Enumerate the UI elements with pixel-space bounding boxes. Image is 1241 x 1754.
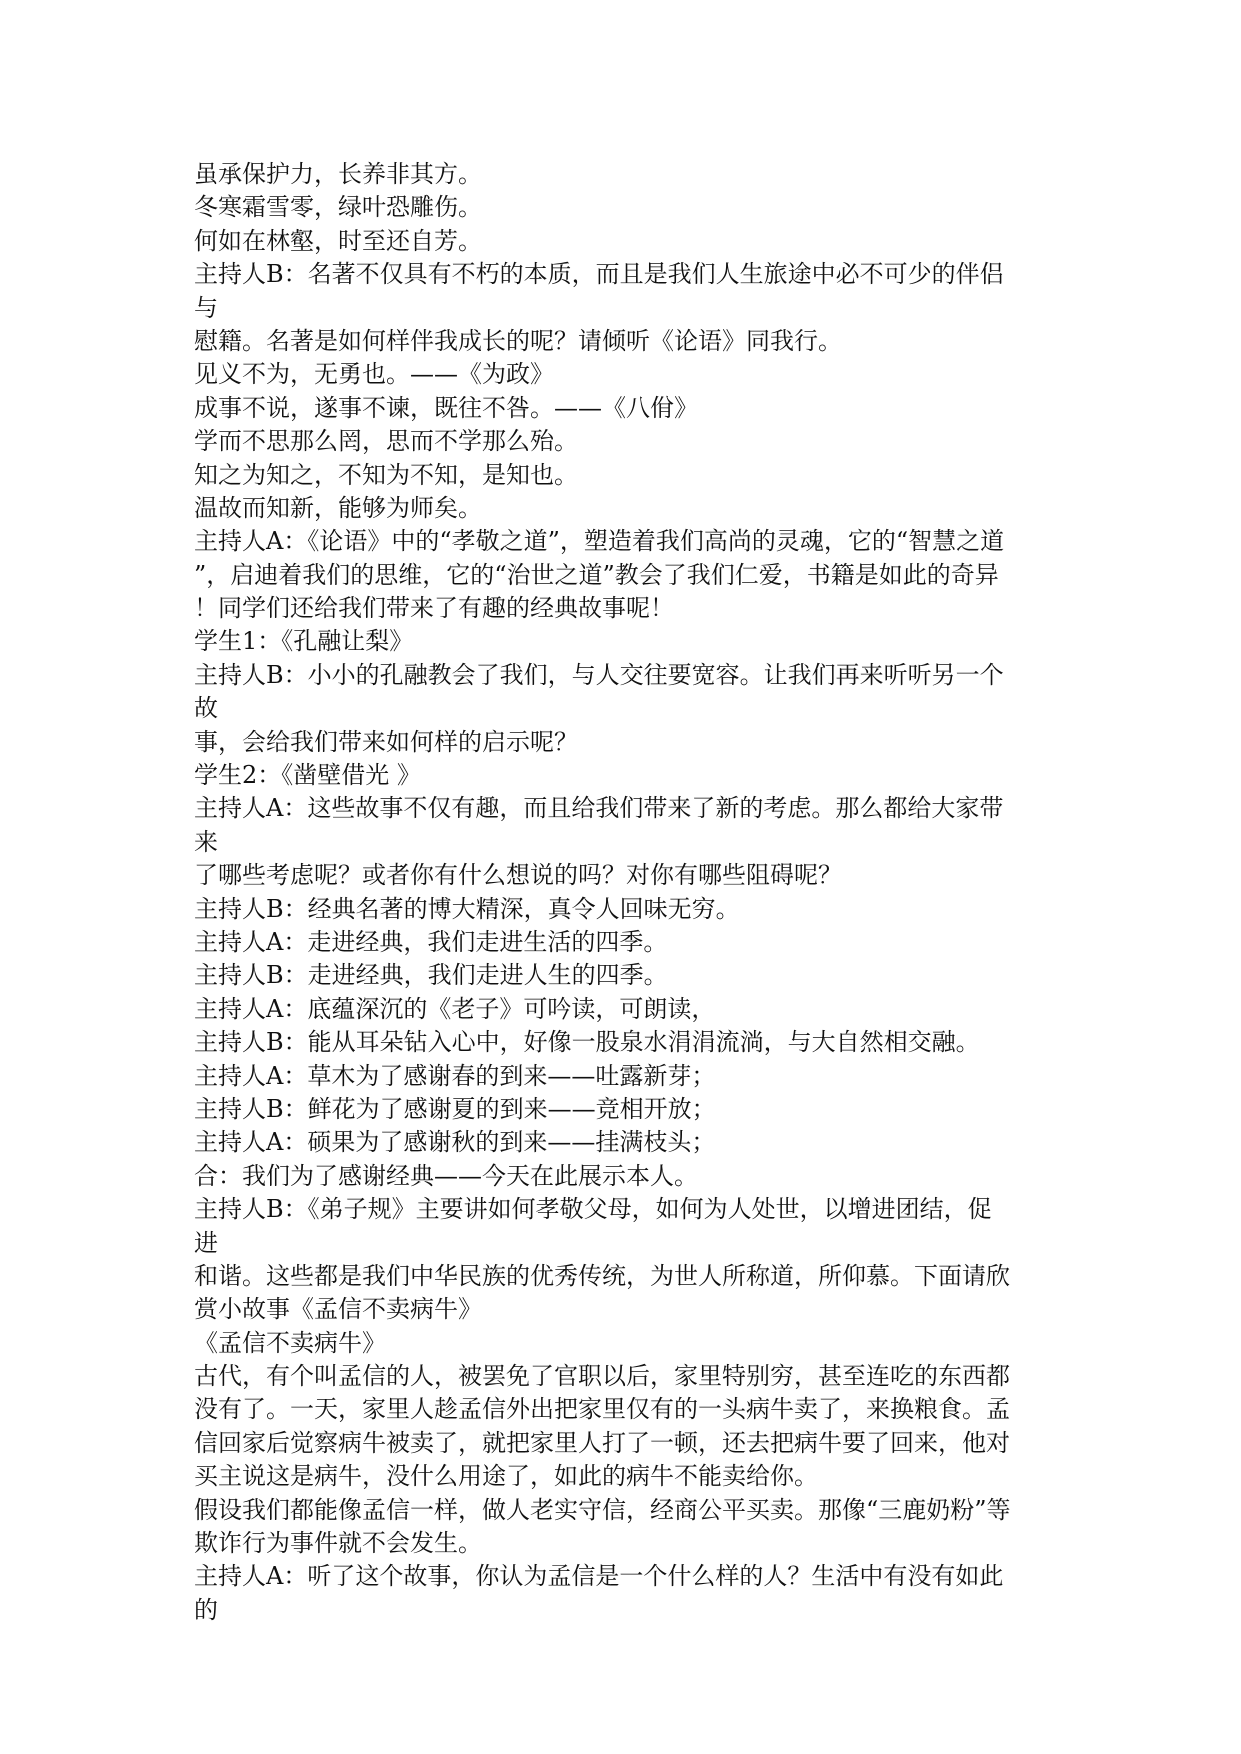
text-line: ”，启迪着我们的思维，它的“治世之道”教会了我们仁爱，书籍是如此的奇异 — [194, 560, 999, 589]
text-line: 主持人B：走进经典，我们走进人生的四季。 — [194, 961, 668, 990]
text-line: 事，会给我们带来如何样的启示呢？ — [194, 727, 578, 756]
text-line: 何如在林壑，时至还自芳。 — [194, 226, 482, 255]
text-line: 主持人A：草木为了感谢春的到来——吐露新芽； — [194, 1061, 716, 1090]
text-line: 合：我们为了感谢经典——今天在此展示本人。 — [194, 1161, 698, 1190]
text-line: 学生1：《孔融让梨》 — [194, 627, 414, 656]
text-line: 与 — [194, 293, 218, 322]
text-line: 进 — [194, 1228, 218, 1257]
text-line: 主持人B：小小的孔融教会了我们，与人交往要宽容。让我们再来听听另一个 — [194, 660, 1004, 689]
text-line: 慰籍。名著是如何样伴我成长的呢？请倾听《论语》同我行。 — [194, 326, 842, 355]
text-line: 来 — [194, 827, 218, 856]
text-line: 和谐。这些都是我们中华民族的优秀传统，为世人所称道，所仰慕。下面请欣 — [194, 1261, 1010, 1290]
text-line: 成事不说，遂事不谏，既往不咎。——《八佾》 — [194, 393, 698, 422]
text-line: 假设我们都能像孟信一样，做人老实守信，经商公平买卖。那像“三鹿奶粉”等 — [194, 1495, 1011, 1524]
text-line: 主持人A：这些故事不仅有趣，而且给我们带来了新的考虑。那么都给大家带 — [194, 794, 1004, 823]
text-line: 主持人B：经典名著的博大精深，真令人回味无穷。 — [194, 894, 740, 923]
text-line: 主持人A：听了这个故事，你认为孟信是一个什么样的人？生活中有没有如此 — [194, 1562, 1004, 1591]
text-line: 了哪些考虑呢？或者你有什么想说的吗？对你有哪些阻碍呢？ — [194, 861, 842, 890]
text-line: 学而不思那么罔，思而不学那么殆。 — [194, 427, 578, 456]
text-line: 见义不为，无勇也。——《为政》 — [194, 360, 554, 389]
text-line: 主持人A：底蕴深沉的《老子》可吟读，可朗读， — [194, 994, 716, 1023]
text-line: 主持人B：名著不仅具有不朽的本质，而且是我们人生旅途中必不可少的伴侣 — [194, 260, 1004, 289]
text-line: 的 — [194, 1595, 218, 1624]
text-line: 主持人A：硕果为了感谢秋的到来——挂满枝头； — [194, 1128, 716, 1157]
text-line: 主持人A：《论语》中的“孝敬之道”，塑造着我们高尚的灵魂，它的“智慧之道 — [194, 527, 1005, 556]
text-line: ！同学们还给我们带来了有趣的经典故事呢！ — [194, 594, 674, 623]
text-line: 赏小故事《孟信不卖病牛》 — [194, 1295, 482, 1324]
text-line: 信回家后觉察病牛被卖了，就把家里人打了一顿，还去把病牛要了回来，他对 — [194, 1428, 1010, 1457]
text-line: 故 — [194, 694, 218, 723]
text-line: 欺诈行为事件就不会发生。 — [194, 1529, 482, 1558]
text-line: 知之为知之，不知为不知，是知也。 — [194, 460, 578, 489]
text-line: 《孟信不卖病牛》 — [194, 1328, 386, 1357]
text-line: 买主说这是病牛，没什么用途了，如此的病牛不能卖给你。 — [194, 1462, 818, 1491]
text-line: 主持人B：《弟子规》主要讲如何孝敬父母，如何为人处世，以增进团结，促 — [194, 1195, 992, 1224]
text-line: 主持人A：走进经典，我们走进生活的四季。 — [194, 927, 668, 956]
text-line: 古代，有个叫孟信的人，被罢免了官职以后，家里特别穷，甚至连吃的东西都 — [194, 1362, 1010, 1391]
text-line: 主持人B：鲜花为了感谢夏的到来——竞相开放； — [194, 1094, 716, 1123]
text-line: 主持人B：能从耳朵钻入心中，好像一股泉水涓涓流淌，与大自然相交融。 — [194, 1028, 980, 1057]
text-line: 没有了。一天，家里人趁孟信外出把家里仅有的一头病牛卖了，来换粮食。孟 — [194, 1395, 1010, 1424]
text-line: 虽承保护力，长养非其方。 — [194, 160, 482, 188]
document-body — [194, 158, 1054, 1627]
text-line: 温故而知新，能够为师矣。 — [194, 493, 482, 522]
text-line: 冬寒霜雪零，绿叶恐雕伤。 — [194, 193, 482, 222]
text-line: 学生2：《凿壁借光 》 — [194, 761, 421, 790]
